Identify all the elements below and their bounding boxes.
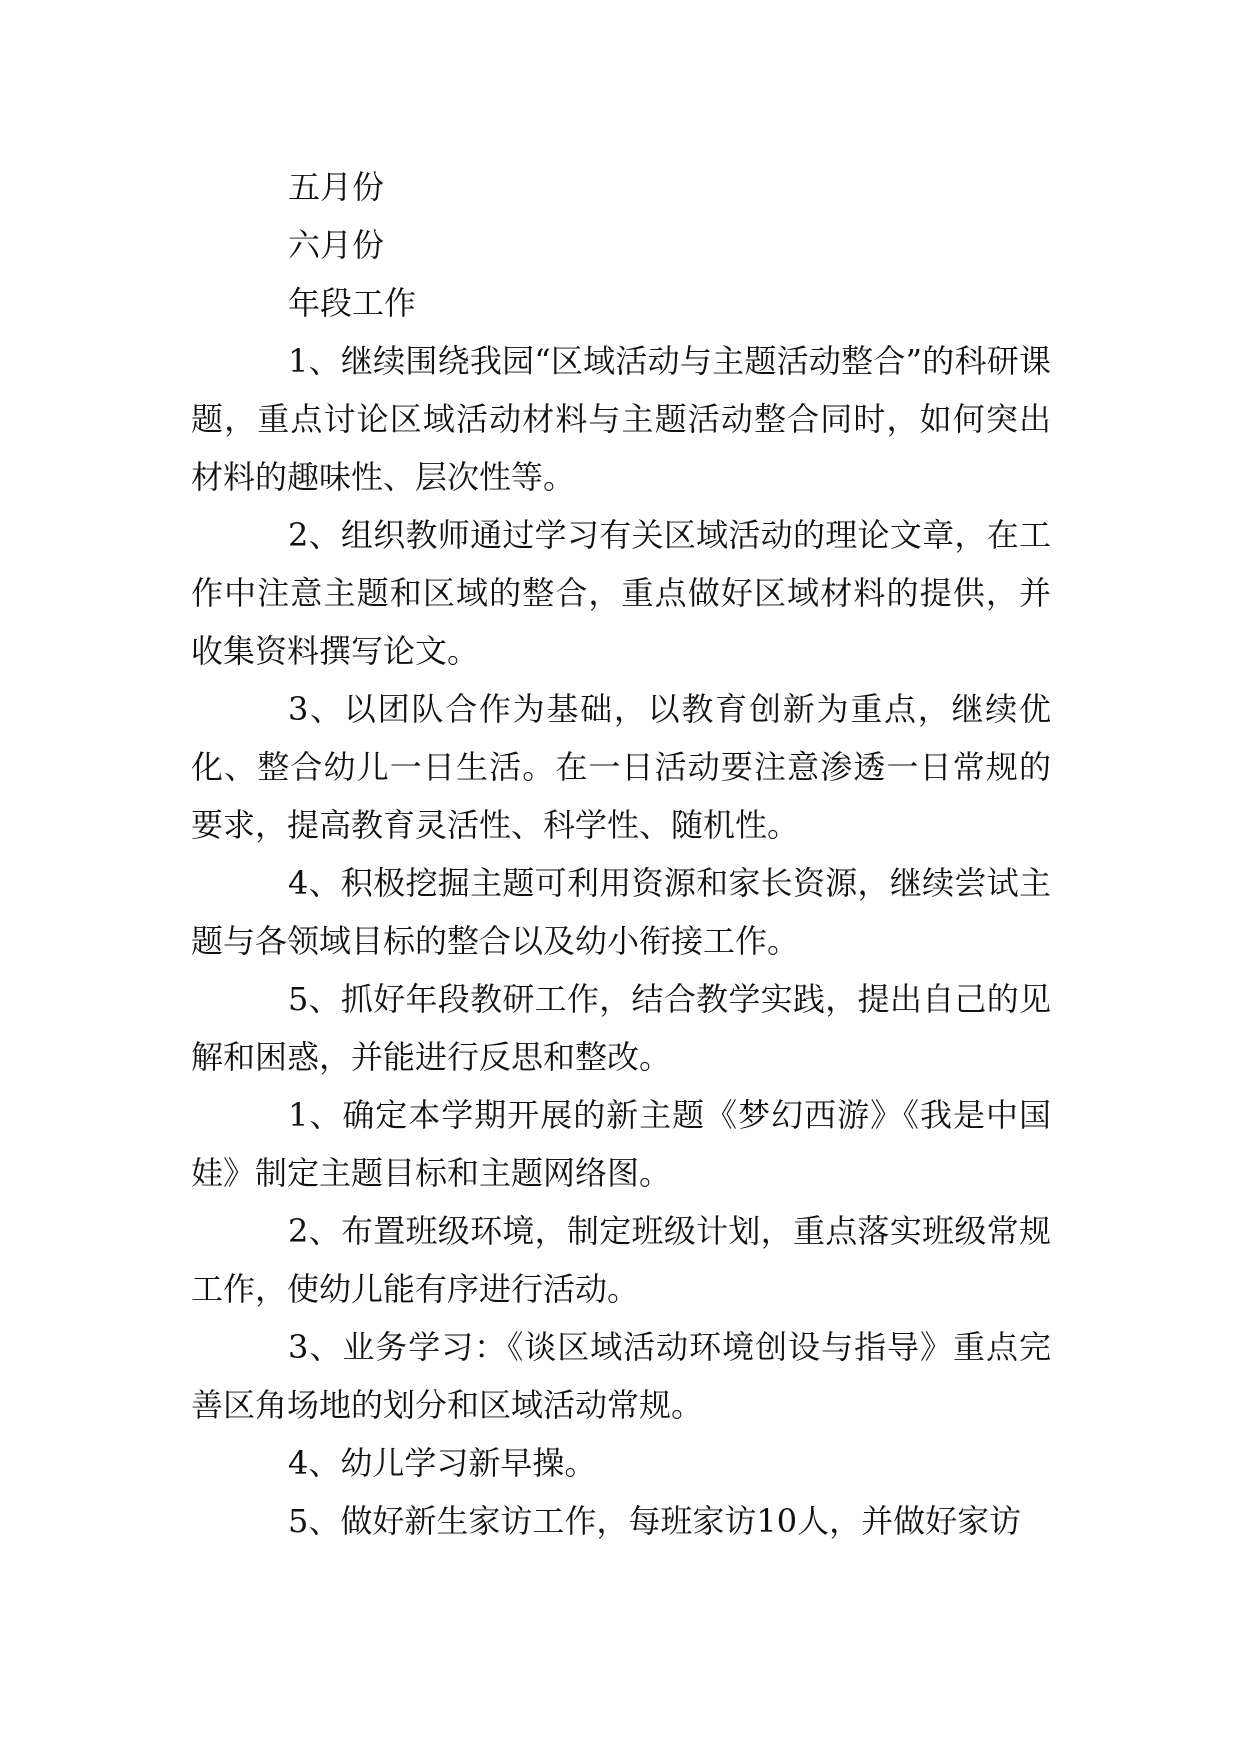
heading-may: 五月份 xyxy=(288,168,385,206)
paragraph-item-5: 5、抓好年段教研工作，结合教学实践，提出自己的见解和困惑，并能进行反思和整改。 xyxy=(191,980,1051,1076)
paragraph-plan-3: 3、业务学习：《谈区域活动环境创设与指导》重点完善区角场地的划分和区域活动常规。 xyxy=(191,1328,1051,1424)
paragraph-item-4: 4、积极挖掘主题可利用资源和家长资源，继续尝试主题与各领域目标的整合以及幼小衔接工作。 xyxy=(191,864,1051,960)
heading-grade-work: 年段工作 xyxy=(288,284,417,322)
paragraph-item-2: 2、组织教师通过学习有关区域活动的理论文章，在工作中注意主题和区域的整合，重点做好区域材料的提供，并收集资料撰写论文。 xyxy=(191,516,1051,670)
paragraph-plan-4: 4、幼儿学习新早操。 xyxy=(288,1444,597,1482)
paragraph-item-1: 1、继续围绕我园“区域活动与主题活动整合”的科研课题，重点讨论区域活动材料与主题活动整合同时，如何突出材料的趣味性、层次性等。 xyxy=(191,342,1051,496)
document-body xyxy=(191,158,1051,1550)
paragraph-plan-2: 2、布置班级环境，制定班级计划，重点落实班级常规工作，使幼儿能有序进行活动。 xyxy=(191,1212,1051,1308)
paragraph-plan-5: 5、做好新生家访工作，每班家访10人，并做好家访 xyxy=(288,1502,1022,1540)
paragraph-item-3: 3、以团队合作为基础，以教育创新为重点，继续优化、整合幼儿一日生活。在一日活动要注意渗透一日常规的要求，提高教育灵活性、科学性、随机性。 xyxy=(191,690,1051,844)
paragraph-plan-1: 1、确定本学期开展的新主题《梦幻西游》《我是中国娃》制定主题目标和主题网络图。 xyxy=(191,1096,1051,1192)
heading-june: 六月份 xyxy=(288,226,385,264)
